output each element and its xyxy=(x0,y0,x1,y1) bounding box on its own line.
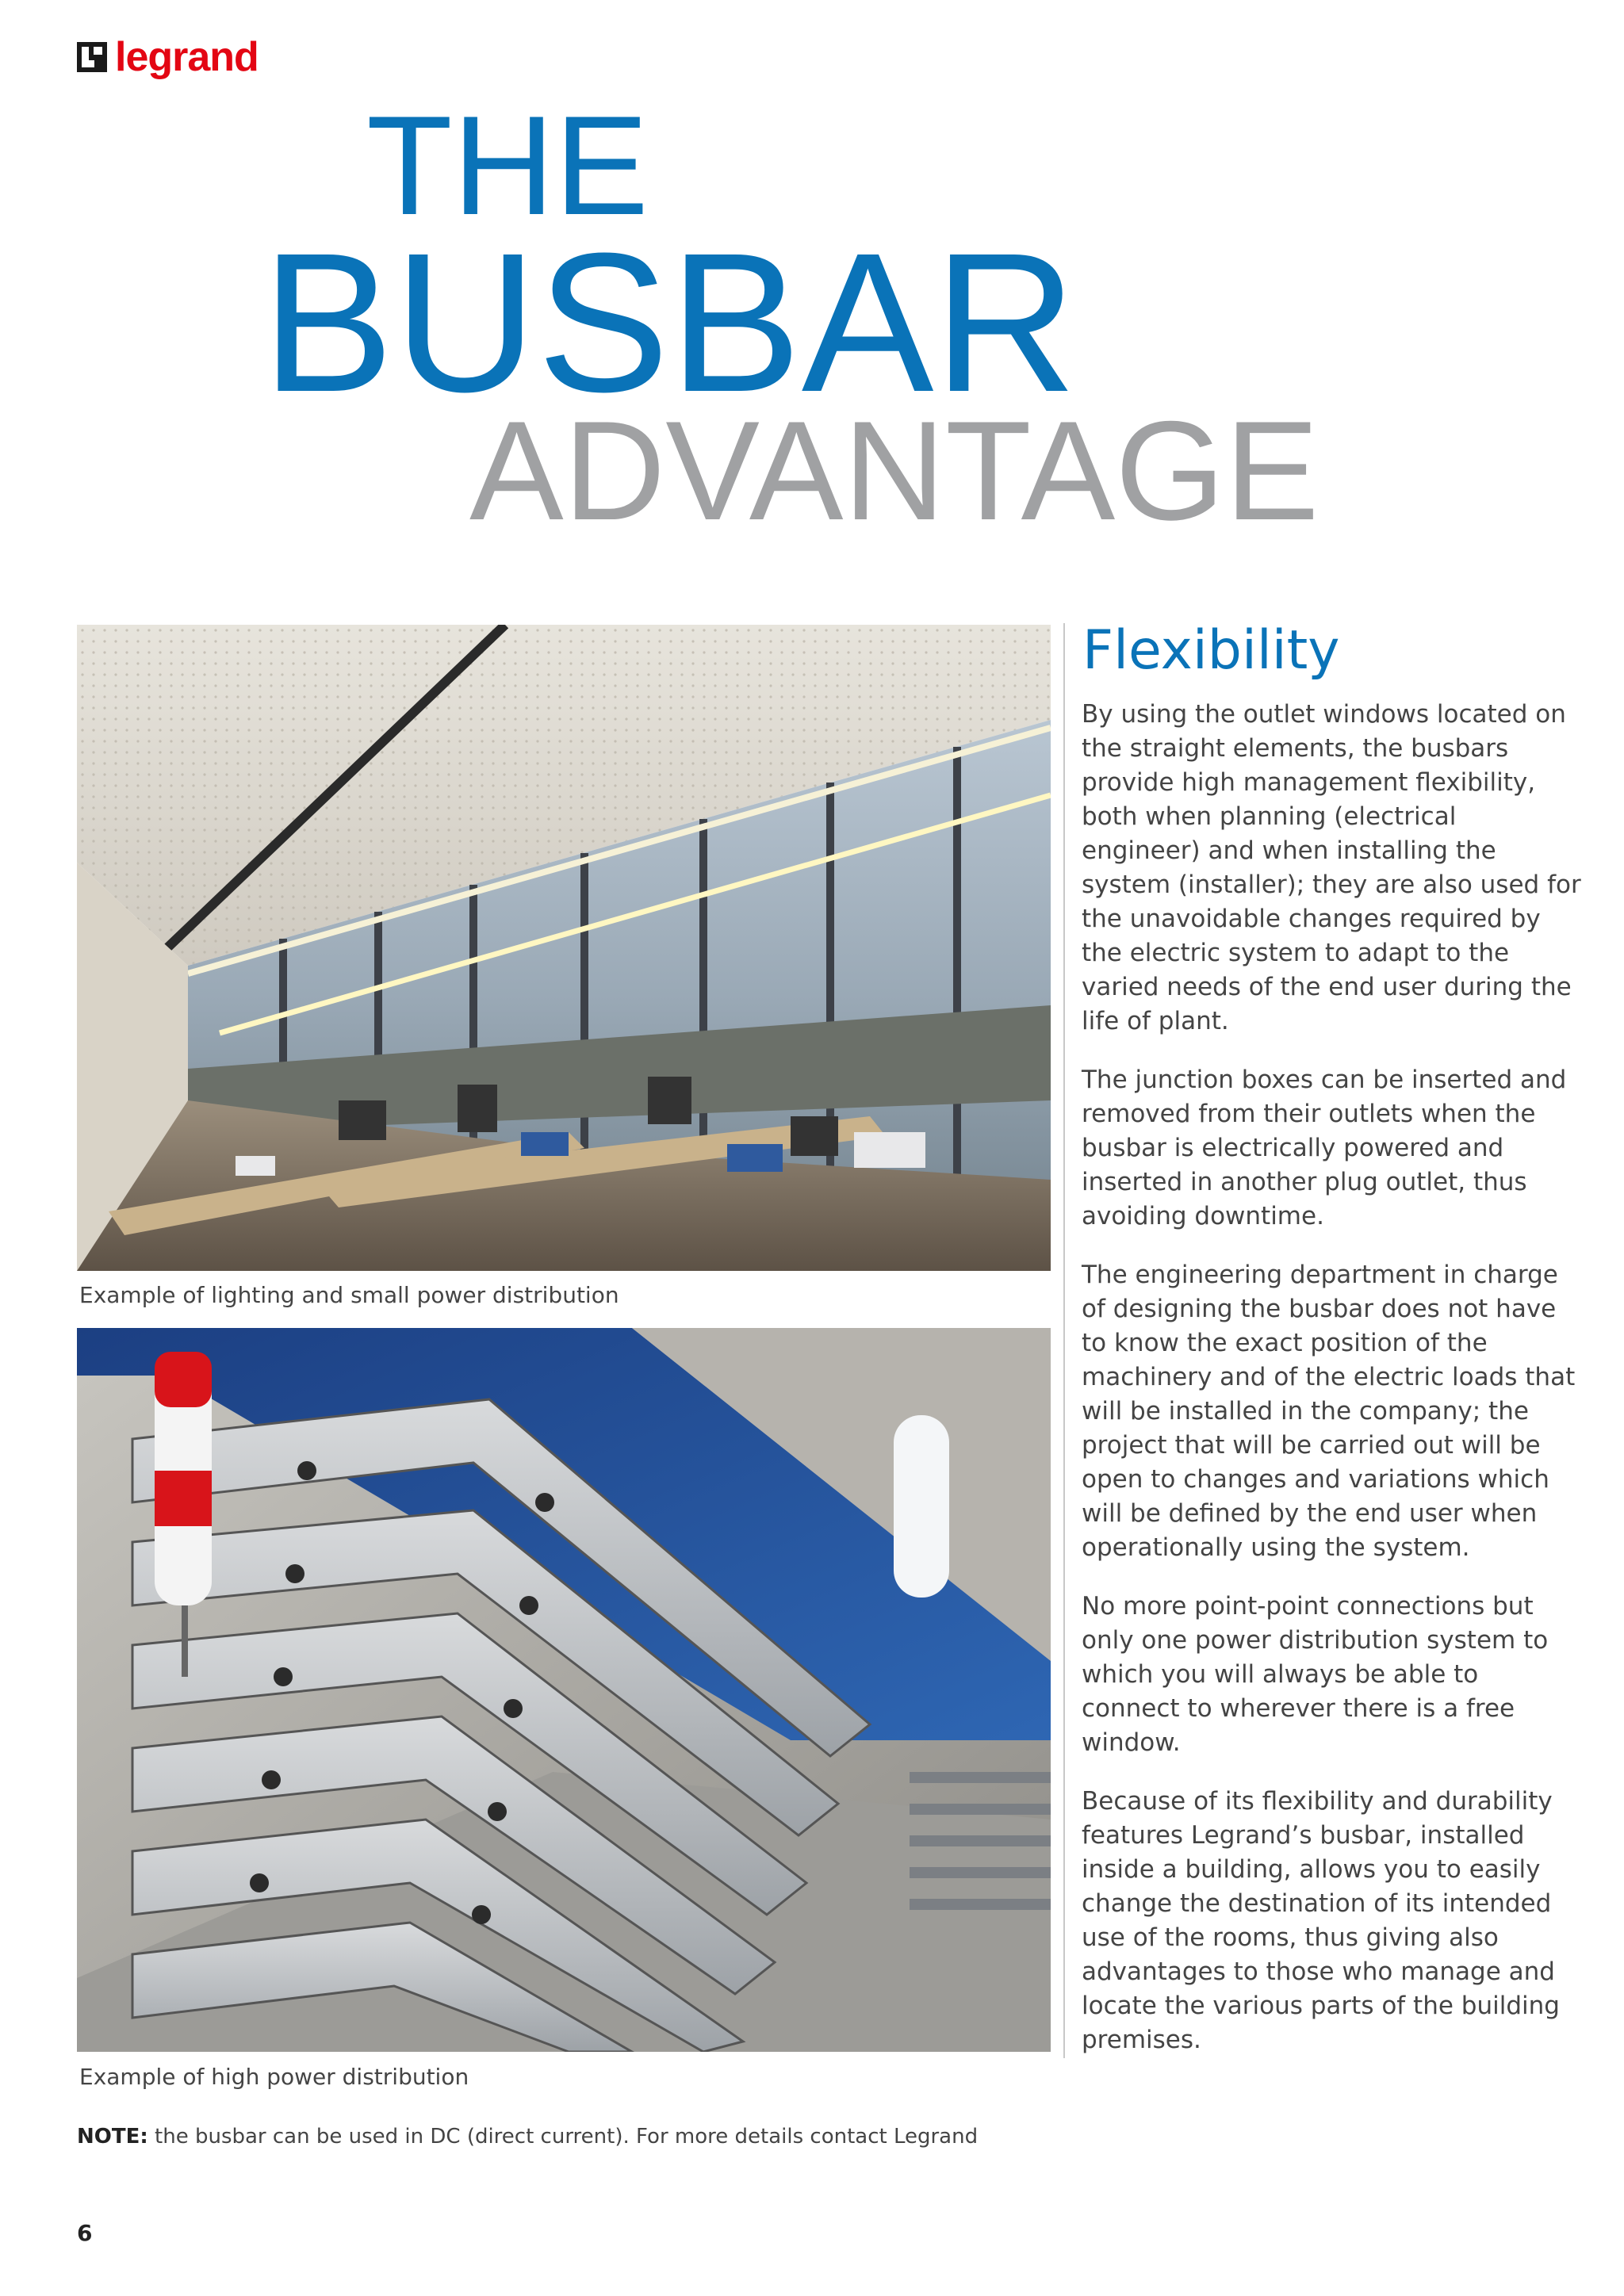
paragraph: The junction boxes can be inserted and removed from their outlets when the busbar is electrically powered and inserted in another plug outlet, thus avoiding downtime. xyxy=(1082,1066,1567,1230)
workshop-photo-icon xyxy=(77,625,1051,1271)
body-text xyxy=(1082,698,1581,2082)
page-number: 6 xyxy=(77,2220,93,2246)
title-line-the: THE xyxy=(366,86,649,244)
note-label: NOTE: xyxy=(77,2125,148,2149)
note-text: the busbar can be used in DC (direct current). For more details contact Legrand xyxy=(147,2125,979,2149)
legrand-logo-icon xyxy=(77,42,107,72)
brand-name: legrand xyxy=(115,34,259,80)
title-line-busbar: BUSBAR xyxy=(262,212,1078,433)
busbar-installation-photo-icon xyxy=(77,1328,1051,2052)
photo-caption: Example of high power distribution xyxy=(79,2064,469,2090)
column-divider xyxy=(1063,623,1065,2058)
paragraph: By using the outlet windows located on the straight elements, the busbars provide high management flexibility, both when planning (electrical engineer) and when installing the system (installer); they are also used for the unavoidable changes required by the electric system to adapt to the varied needs of the end user during the life of plant. xyxy=(1082,700,1581,1035)
paragraph: The engineering department in charge of designing the busbar does not have to know the exact position of the machinery and of the electric loads that will be installed in the company; the project that will be carried out will be open to changes and variations which will be defined by the end user when operationally using the system. xyxy=(1082,1261,1576,1562)
photo-caption: Example of lighting and small power distribution xyxy=(79,1282,619,1308)
section-title: Flexibility xyxy=(1082,619,1340,682)
title-line-advantage: ADVANTAGE xyxy=(469,392,1320,549)
paragraph: Because of its flexibility and durability features Legrand’s busbar, installed inside a building, allows you to easily change the destination of its intended use of the rooms, thus giving also advantages to those who manage and locate the various parts of the building premises. xyxy=(1082,1787,1560,2054)
paragraph: No more point-point connections but only one power distribution system to which you will always be able to connect to wherever there is a free window. xyxy=(1082,1592,1549,1757)
legrand-logo xyxy=(77,35,259,79)
note xyxy=(77,2125,978,2149)
